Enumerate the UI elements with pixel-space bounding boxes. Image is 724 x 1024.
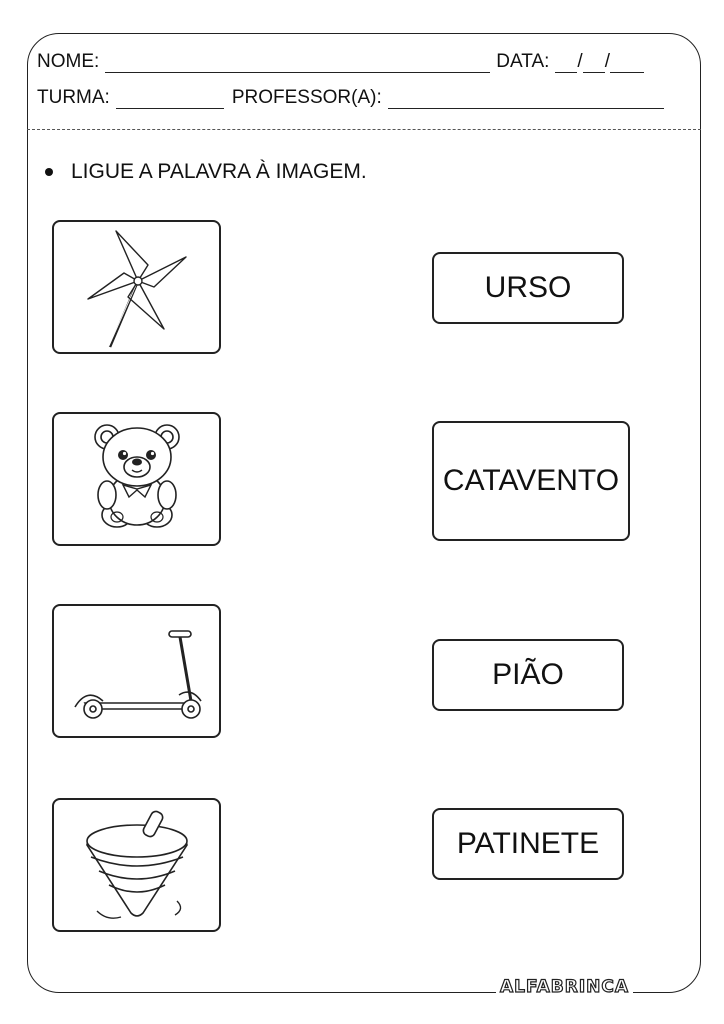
word-box-catavento[interactable]: [432, 421, 630, 541]
scooter-icon: [67, 621, 207, 721]
date-label: DATA:: [496, 51, 550, 72]
worksheet-header: [27, 33, 701, 130]
image-box-scooter[interactable]: [52, 604, 221, 738]
class-teacher-row: [37, 87, 670, 109]
date-separator: /: [604, 51, 610, 72]
class-field[interactable]: [116, 90, 224, 109]
name-date-row: [37, 51, 650, 73]
brand-logo: ALFABRINCA: [496, 977, 633, 997]
name-field[interactable]: [105, 54, 490, 73]
word-label: URSO: [484, 271, 572, 304]
teddy-bear-icon: [87, 419, 187, 539]
date-year-field[interactable]: [610, 54, 644, 73]
image-box-spinning-top[interactable]: [52, 798, 221, 932]
word-box-patinete[interactable]: [432, 808, 624, 880]
bullet-icon: [45, 168, 53, 176]
word-label: PIÃO: [492, 658, 564, 691]
teacher-label: PROFESSOR(A):: [231, 87, 382, 108]
word-box-piao[interactable]: [432, 639, 624, 711]
instruction-text: LIGUE A PALAVRA À IMAGEM.: [71, 160, 367, 183]
date-separator: /: [577, 51, 583, 72]
pinwheel-icon: [82, 225, 192, 349]
image-box-teddy-bear[interactable]: [52, 412, 221, 546]
spinning-top-icon: [77, 805, 197, 925]
word-label: PATINETE: [456, 827, 600, 860]
class-label: TURMA:: [37, 87, 110, 108]
name-label: NOME:: [37, 51, 100, 72]
word-box-urso[interactable]: [432, 252, 624, 324]
teacher-field[interactable]: [388, 90, 664, 109]
instruction: [45, 160, 367, 184]
date-month-field[interactable]: [583, 54, 605, 73]
date-day-field[interactable]: [555, 54, 577, 73]
image-box-pinwheel[interactable]: [52, 220, 221, 354]
word-label: CATAVENTO: [442, 464, 620, 497]
